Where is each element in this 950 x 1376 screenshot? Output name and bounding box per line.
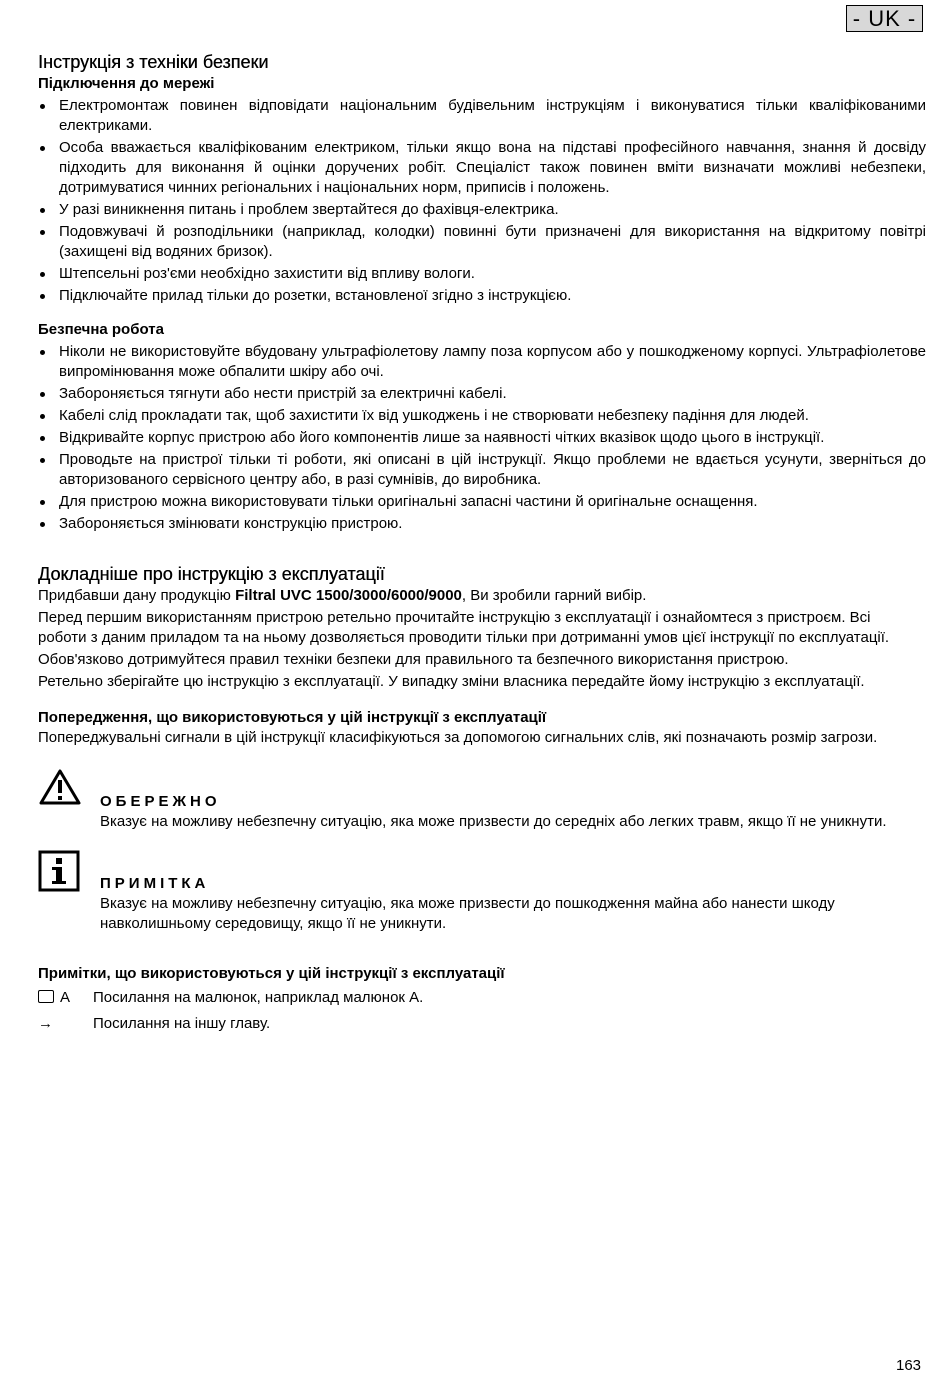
manual-title: Докладніше про інструкцію з експлуатації [38,564,385,584]
notes-heading: Примітки, що використовуються у цій інструкції з експлуатації [38,965,505,982]
manual-intro: Придбавши дану продукцію Filtral UVC 1500/3000/6000/9000, Ви зробили гарний вибір. [38,587,647,604]
bullet-icon [40,414,45,419]
note-block [38,850,926,934]
warnings-heading: Попередження, що використовуються у цій інструкції з експлуатації [38,709,547,726]
safety-title: Інструкція з техніки безпеки [38,52,269,72]
bullet-icon [40,458,45,463]
bullet-icon [40,272,45,277]
bullet-icon [40,294,45,299]
list-item: Штепсельні роз'єми необхідно захистити від впливу вологи. [38,264,926,284]
list-item: Забороняється змінювати конструкцію пристрою. [38,514,926,534]
bullet-icon [40,230,45,235]
bullet-icon [40,500,45,505]
list-item: Для пристрою можна використовувати тільки оригінальні запасні частини й оригінальне оснащення. [38,492,926,512]
list-item: Забороняється тягнути або нести пристрій за електричні кабелі. [38,384,926,404]
list-item: У разі виникнення питань і проблем звертайтеся до фахівця-електрика. [38,200,926,220]
warnings-intro: Попереджувальні сигнали в цій інструкції класифікуються за допомогою сигнальних слів, які позначають розмір загрози. [38,729,878,746]
manual-paragraph: Обов'язково дотримуйтеся правил техніки безпеки для правильного та безпечного використання пристрою. [38,651,789,668]
bullet-icon [40,350,45,355]
list-item: Ніколи не використовуйте вбудовану ультрафіолетову лампу поза корпусом або у пошкодженому корпусі. Ультрафіолетове випромінювання може обпалити шкіру або очі. [38,342,926,382]
list-item: Підключайте прилад тільки до розетки, встановленої згідно з інструкцією. [38,286,926,306]
chapter-reference-text: Посилання на іншу главу. [93,1015,271,1032]
manual-paragraph: Ретельно зберігайте цю інструкцію з експлуатації. У випадку зміни власника передайте йому інструкцію з експлуатації. [38,673,865,690]
bullet-icon [40,522,45,527]
list-item: Електромонтаж повинен відповідати національним будівельним інструкціям і виконуватися тільки кваліфікованими електриками. [38,96,926,136]
figure-symbol: A [38,988,70,1008]
warning-triangle-icon [38,768,82,806]
manual-paragraph: Перед першим використанням пристрою ретельно прочитайте інструкцію з експлуатації і ознайомтеся з пристроєм. Всі роботи з даним приладом та на ньому дозволяється проводити тільки при дотриманні умов цієї інструкції по експлуатації. [38,609,890,646]
list-item: Відкривайте корпус пристрою або його компонентів лише за наявності чітких вказівок щодо цього в інструкції. [38,428,926,448]
operation-heading: Безпечна робота [38,321,164,338]
page-number: 163 [896,1357,922,1374]
chapter-reference-row [38,1014,926,1038]
bullet-icon [40,392,45,397]
page-content [38,50,926,1038]
caution-block [38,768,926,832]
figure-reference-text: Посилання на малюнок, наприклад малюнок А. [93,989,424,1006]
bullet-icon [40,436,45,441]
bullet-icon [40,208,45,213]
caution-word: ОБЕРЕЖНО [100,793,221,810]
connection-list [38,96,926,306]
connection-heading: Підключення до мережі [38,75,215,92]
bullet-icon [40,146,45,151]
bullet-icon [40,104,45,109]
info-icon [38,850,82,894]
note-word: ПРИМІТКА [100,875,210,892]
arrow-right-icon: → [38,1015,53,1032]
figure-reference-row [38,988,926,1012]
figure-box-icon [38,990,54,1003]
list-item: Проводьте на пристрої тільки ті роботи, які описані в цій інструкції. Якщо проблеми не вдається усунути, зверніться до авторизованого сервісного центру або, в разі сумнівів, до виробника. [38,450,926,490]
list-item: Кабелі слід прокладати так, щоб захистити їх від ушкоджень і не створювати небезпеку падіння для людей. [38,406,926,426]
note-text: Вказує на можливу небезпечну ситуацію, яка може призвести до пошкодження майна або нанести шкоду навколишньому середовищу, якщо її не уникнути. [100,895,835,932]
list-item: Подовжувачі й розподільники (наприклад, колодки) повинні бути призначені для використання на відкритому повітрі (захищені від водяних бризок). [38,222,926,262]
caution-text: Вказує на можливу небезпечну ситуацію, яка може призвести до середніх або легких травм, якщо її не уникнути. [100,813,887,830]
list-item: Особа вважається кваліфікованим електриком, тільки якщо вона на підставі професійного навчання, знання й досвіду підходить для виконання й оцінки доручених робіт. Спеціаліст також повинен вміти визначати можливі небезпеки, дотримуватися чинних регіональних і національних норм, приписів і положень. [38,138,926,198]
product-name: Filtral UVC 1500/3000/6000/9000 [235,587,462,604]
language-badge: - UK - [846,5,923,32]
operation-list [38,342,926,534]
